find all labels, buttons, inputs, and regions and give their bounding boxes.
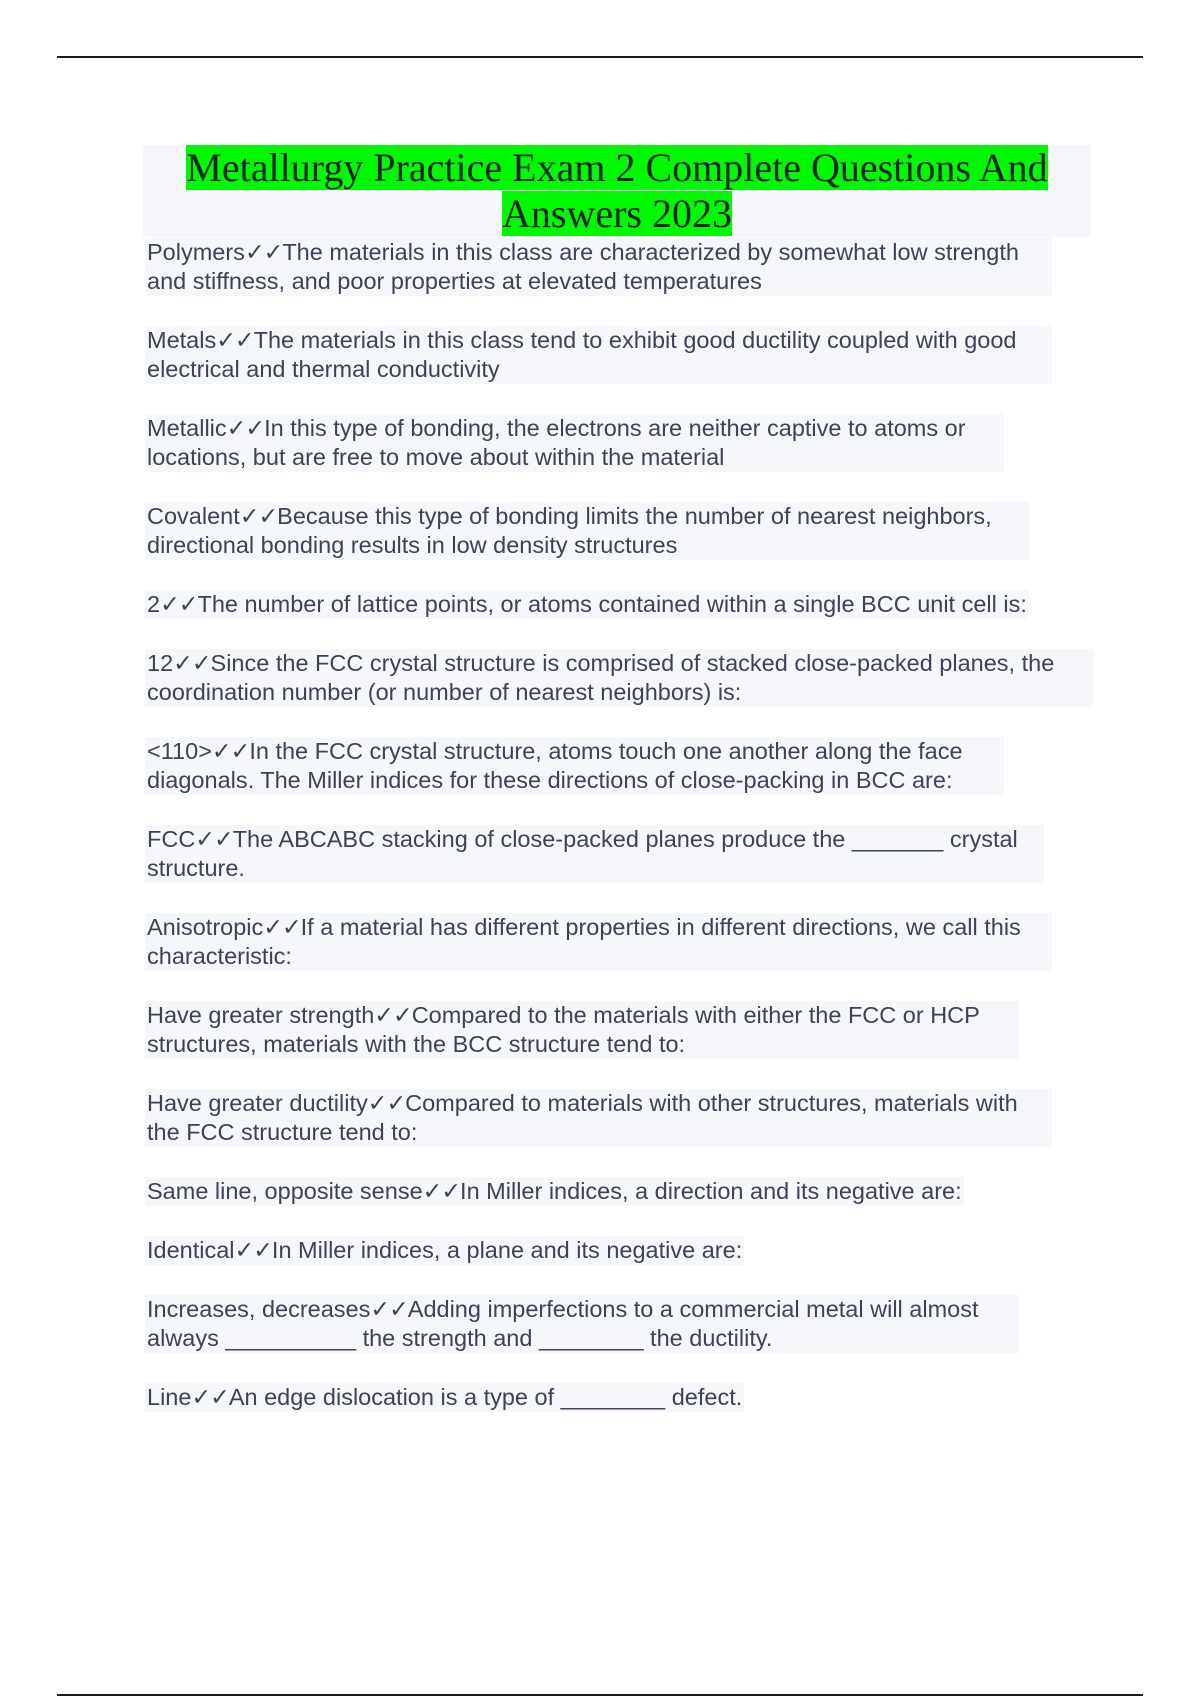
qa-answer: Anisotropic xyxy=(147,914,264,940)
check-icon: ✓✓ xyxy=(191,1384,229,1410)
check-icon: ✓✓ xyxy=(422,1178,461,1204)
qa-question: In this type of bonding, the electrons are neither captive to atoms or locations, but are free to move about within the material xyxy=(147,415,966,470)
qa-question: In Miller indices, a plane and its negative are: xyxy=(271,1237,743,1263)
title-highlight: Metallurgy Practice Exam 2 Complete Questions And Answers 2023 xyxy=(186,145,1048,236)
qa-item xyxy=(145,1001,1019,1059)
qa-item xyxy=(145,649,1094,707)
check-icon: ✓✓ xyxy=(195,826,233,852)
qa-answer: 12 xyxy=(147,650,174,676)
check-icon: ✓✓ xyxy=(367,1090,406,1116)
check-icon: ✓✓ xyxy=(211,738,250,764)
qa-item xyxy=(145,1089,1052,1147)
qa-question: The number of lattice points, or atoms contained within a single BCC unit cell is: xyxy=(197,591,1027,617)
qa-item xyxy=(145,1236,744,1265)
qa-item xyxy=(145,1177,964,1206)
qa-item xyxy=(145,1383,744,1412)
qa-answer: Metallic xyxy=(147,415,227,441)
qa-question: An edge dislocation is a type of ________ defect. xyxy=(228,1384,743,1410)
qa-item xyxy=(145,326,1052,384)
qa-item xyxy=(145,590,1029,619)
qa-item xyxy=(145,1295,1019,1353)
qa-question: Since the FCC crystal structure is comprised of stacked close-packed planes, the coordination number (or number of nearest neighbors) is: xyxy=(147,650,1055,705)
qa-answer: <110> xyxy=(147,738,212,764)
qa-question: In Miller indices, a direction and its negative are: xyxy=(460,1178,962,1204)
qa-question: In the FCC crystal structure, atoms touch one another along the face diagonals. The Miller indices for these directions of close-packing in BCC are: xyxy=(147,738,963,793)
qa-question: Compared to materials with other structures, materials with the FCC structure tend to: xyxy=(147,1090,1018,1145)
check-icon: ✓✓ xyxy=(173,650,211,676)
check-icon: ✓✓ xyxy=(160,591,198,617)
qa-item xyxy=(145,913,1052,971)
qa-answer: Metals xyxy=(147,327,217,353)
qa-item xyxy=(145,737,1004,795)
qa-item xyxy=(145,825,1044,883)
qa-answer: Identical xyxy=(147,1237,235,1263)
qa-question: Compared to the materials with either the FCC or HCP structures, materials with the BCC structure tend to: xyxy=(147,1002,980,1057)
qa-answer: Same line, opposite sense xyxy=(147,1178,423,1204)
check-icon: ✓✓ xyxy=(370,1296,408,1322)
check-icon: ✓✓ xyxy=(239,503,278,529)
qa-item xyxy=(145,502,1029,560)
qa-answer: Have greater strength xyxy=(147,1002,375,1028)
check-icon: ✓✓ xyxy=(374,1002,412,1028)
qa-answer: Polymers xyxy=(147,239,245,265)
title-block xyxy=(143,145,1091,237)
bottom-rule xyxy=(57,1694,1143,1696)
top-rule xyxy=(57,56,1143,58)
check-icon: ✓✓ xyxy=(234,1237,272,1263)
qa-answer: Have greater ductility xyxy=(147,1090,368,1116)
qa-question: The materials in this class tend to exhibit good ductility coupled with good electrical and thermal conductivity xyxy=(147,327,1017,382)
qa-question: The ABCABC stacking of close-packed planes produce the _______ crystal structure. xyxy=(147,826,1018,881)
qa-item xyxy=(145,414,1004,472)
qa-answer: FCC xyxy=(147,826,196,852)
qa-list xyxy=(145,238,1095,1412)
qa-question: The materials in this class are characterized by somewhat low strength and stiffness, and poor properties at elevated temperatures xyxy=(147,239,1019,294)
qa-answer: Increases, decreases xyxy=(147,1296,371,1322)
qa-item xyxy=(145,238,1052,296)
check-icon: ✓✓ xyxy=(226,415,265,441)
page-title xyxy=(143,145,1091,237)
check-icon: ✓✓ xyxy=(263,914,301,940)
qa-answer: Covalent xyxy=(147,503,240,529)
qa-question: Adding imperfections to a commercial metal will almost always __________ the strength and ________ the ductility. xyxy=(147,1296,979,1351)
qa-question: Because this type of bonding limits the number of nearest neighbors, directional bonding results in low density structures xyxy=(147,503,992,558)
check-icon: ✓✓ xyxy=(244,239,283,265)
qa-answer: Line xyxy=(147,1384,192,1410)
check-icon: ✓✓ xyxy=(216,327,254,353)
qa-question: If a material has different properties in different directions, we call this characteristic: xyxy=(147,914,1021,969)
qa-answer: 2 xyxy=(147,591,161,617)
